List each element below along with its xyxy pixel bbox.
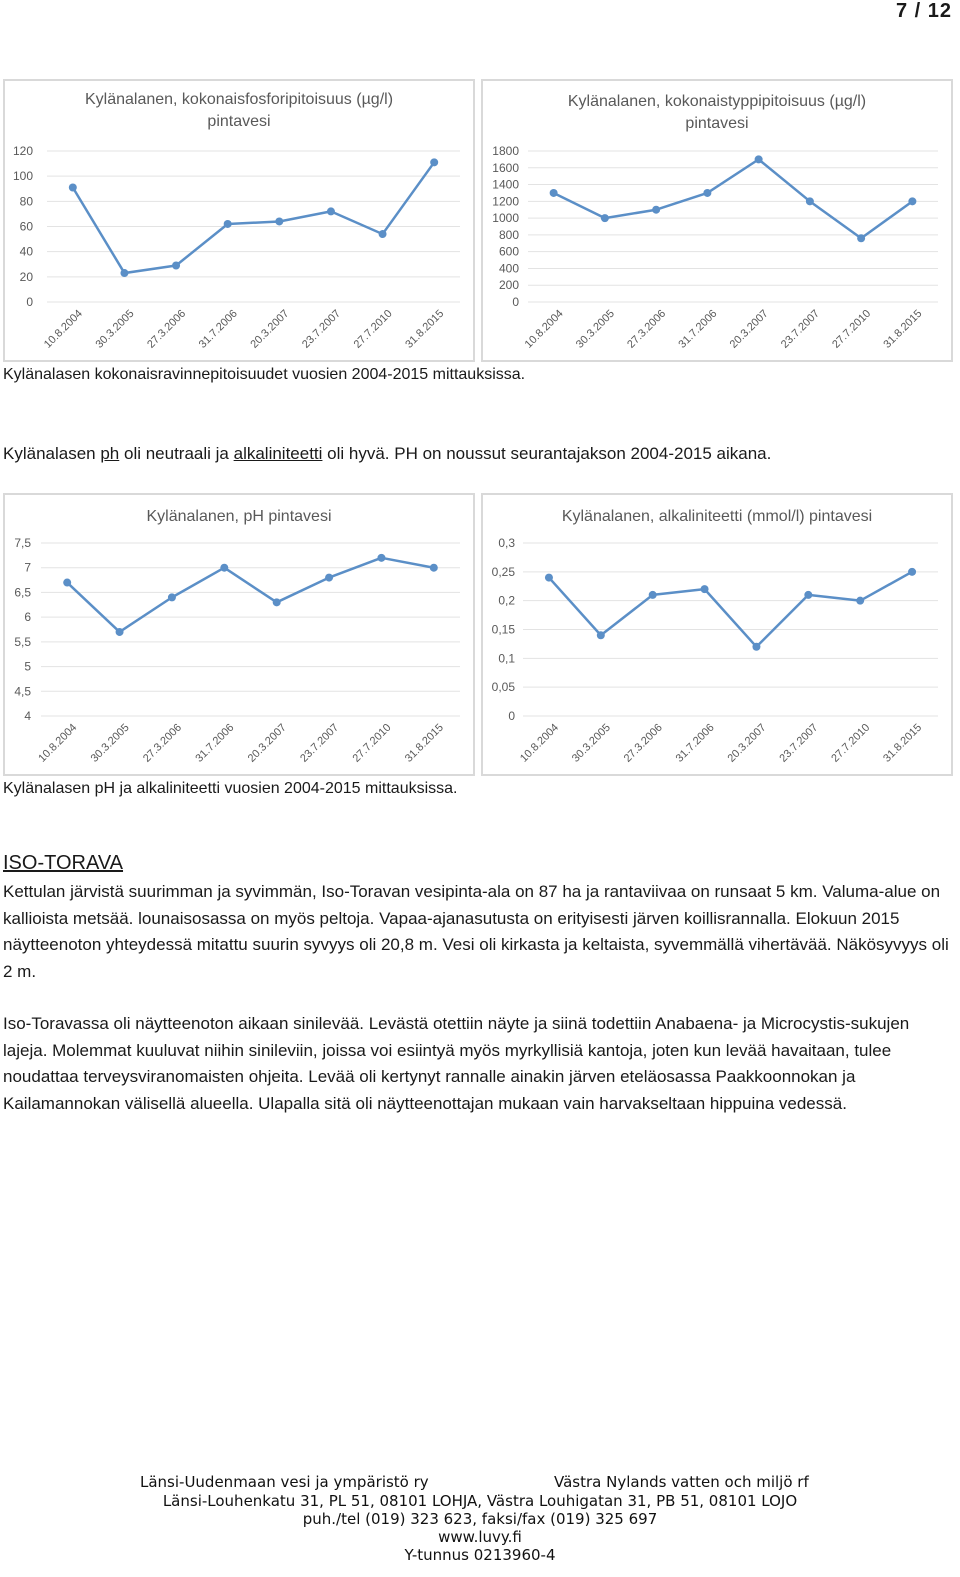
data-point [550, 189, 558, 197]
nitrogen-chart-title-line1: Kylänalanen, kokonaistyppipitoisuus (µg/l) [567, 93, 867, 110]
section-paragraph-2: Iso-Toravassa oli näytteenoton aikaan sinilevää. Levästä otettiin näyte ja siinä todettiin Anabaena- ja Microcystis-sukujen lajeja. Molemmat kuuluvat niihin sinileviin, joissa voi esiintyä myös myrkyllisiä kantoja, joten kun levää havaitaan, tulee noudattaa terveysviranomaisten ohjeita. Levää oli kertynyt rannalle ainakin järven eteläosassa Paakkoonnokan ja Kailamannokan välisellä alueella. Ulapalla sitä oli näytteenottajan mukaan vain harvakseltaan hippuina vedessä. [3, 1014, 910, 1113]
ph-chart-plot [5, 495, 473, 774]
x-tick-label: 10.8.2004 [41, 307, 85, 351]
data-point [703, 189, 711, 197]
data-point [168, 593, 176, 601]
data-point [701, 585, 709, 593]
data-point [172, 262, 180, 270]
intro-text-2: oli neutraali ja [119, 444, 234, 463]
y-tick-label: 200 [498, 278, 519, 293]
x-tick-label: 30.3.2005 [569, 721, 613, 765]
x-tick-label: 30.3.2005 [88, 721, 132, 765]
ph-chart-title-line1: Kylänalanen, pH pintavesi [146, 508, 332, 525]
data-point [601, 214, 609, 222]
x-tick-label: 10.8.2004 [36, 721, 80, 765]
x-tick-label: 31.7.2006 [673, 721, 717, 765]
y-tick-label: 0,1 [498, 651, 515, 666]
x-tick-label: 31.7.2006 [196, 307, 240, 351]
y-tick-label: 60 [19, 219, 33, 234]
y-tick-label: 4 [24, 709, 31, 723]
x-tick-label: 10.8.2004 [522, 307, 566, 351]
data-point [908, 197, 916, 205]
alkalinity-chart-title-line1: Kylänalanen, alkaliniteetti (mmol/l) pintavesi [561, 508, 873, 525]
data-point [545, 574, 553, 582]
data-point [649, 591, 657, 599]
y-tick-label: 0,15 [491, 622, 515, 637]
data-point [377, 554, 385, 562]
data-point [806, 197, 814, 205]
data-point [856, 597, 864, 605]
ph-caption: Kylänalasen pH ja alkaliniteetti vuosien 2004-2015 mittauksissa. [3, 780, 458, 797]
x-tick-label: 27.7.2010 [829, 721, 873, 765]
x-tick-label: 23.7.2007 [778, 307, 822, 351]
data-point [120, 269, 128, 277]
data-point [857, 234, 865, 242]
y-tick-label: 20 [19, 269, 33, 284]
nitrogen-chart-plot [483, 81, 951, 360]
x-tick-label: 23.7.2007 [298, 721, 342, 765]
x-tick-label: 23.7.2007 [777, 721, 821, 765]
phosphorus-chart [3, 79, 475, 362]
x-tick-label: 10.8.2004 [517, 721, 562, 765]
y-tick-label: 0,3 [498, 536, 515, 550]
series-line [67, 558, 434, 632]
data-point [224, 220, 232, 228]
y-tick-label: 1800 [492, 144, 519, 158]
intro-paragraph [3, 441, 953, 468]
x-tick-label: 31.8.2015 [402, 721, 446, 765]
phosphorus-chart-title-line2: pintavesi [207, 113, 271, 130]
footer-ytunnus: Y-tunnus 0213960-4 [404, 1546, 556, 1564]
y-tick-label: 400 [498, 261, 519, 276]
y-tick-label: 0 [512, 295, 519, 309]
intro-text-3: oli hyvä. PH on noussut seurantajakson 2004-2015 aikana. [322, 444, 772, 463]
x-tick-label: 31.8.2015 [881, 721, 925, 765]
intro-text-1: Kylänalasen [3, 444, 101, 463]
x-tick-label: 31.7.2006 [676, 307, 720, 351]
footer-address: Länsi-Louhenkatu 31, PL 51, 08101 LOHJA, Västra Louhigatan 31, PB 51, 08101 LOJO [162, 1492, 798, 1510]
y-tick-label: 1200 [492, 194, 519, 209]
page-number: 7 / 12 [895, 0, 952, 22]
y-tick-label: 800 [498, 227, 519, 242]
y-tick-label: 120 [12, 144, 33, 158]
x-tick-label: 27.3.2006 [145, 307, 189, 351]
series-line [554, 159, 913, 238]
footer [0, 1473, 960, 1573]
y-tick-label: 1600 [492, 160, 519, 175]
x-tick-label: 27.3.2006 [621, 721, 665, 765]
phosphorus-chart-plot [5, 81, 473, 360]
x-tick-label: 27.7.2010 [830, 307, 874, 351]
nitrogen-chart [481, 79, 953, 362]
x-tick-label: 20.3.2007 [725, 721, 769, 765]
footer-org-fi: Länsi-Uudenmaan vesi ja ympäristö ry [140, 1473, 429, 1491]
y-tick-label: 4,5 [14, 684, 31, 699]
data-point [597, 631, 605, 639]
phosphorus-chart-title-line1: Kylänalanen, kokonaisfosforipitoisuus (µg/l) [84, 91, 394, 108]
x-tick-label: 30.3.2005 [93, 307, 137, 351]
y-tick-label: 80 [19, 194, 33, 209]
y-tick-label: 7 [24, 560, 31, 575]
data-point [908, 568, 916, 576]
alkalinity-chart-plot [483, 495, 951, 774]
section-heading: ISO-TORAVA [3, 852, 124, 874]
y-tick-label: 7,5 [14, 536, 31, 550]
ph-chart [3, 493, 475, 776]
footer-phone: puh./tel (019) 323 623, faksi/fax (019) 325 697 [302, 1510, 658, 1528]
y-tick-label: 1400 [492, 177, 519, 192]
y-tick-label: 0,2 [498, 593, 515, 608]
x-tick-label: 27.7.2010 [350, 721, 394, 765]
y-tick-label: 100 [12, 169, 33, 184]
data-point [804, 591, 812, 599]
x-tick-label: 31.8.2015 [403, 307, 447, 351]
y-tick-label: 5,5 [14, 634, 31, 649]
x-tick-label: 31.7.2006 [193, 721, 237, 765]
y-tick-label: 1000 [492, 211, 519, 226]
y-tick-label: 0,25 [491, 564, 515, 579]
y-tick-label: 0,05 [491, 680, 515, 695]
y-tick-label: 40 [19, 244, 33, 259]
x-tick-label: 27.3.2006 [625, 307, 669, 351]
data-point [275, 217, 283, 225]
footer-web[interactable]: www.luvy.fi [438, 1528, 522, 1546]
x-tick-label: 27.7.2010 [351, 307, 395, 351]
section-paragraph-1: Kettulan järvistä suurimman ja syvimmän, Iso-Toravan vesipinta-ala on 87 ha ja rantaviivaa on runsaat 5 km. Valuma-alue on kallioista metsää. lounaisosassa on myös peltoja. Vapaa-ajanasutusta on erityisesti järven koillisrannalla. Elokuun 2015 näytteenoton yhteydessä mitattu suurin syvyys oli 20,8 m. Vesi oli kirkasta ja keltaista, syvemmällä vihertävää. Näkösyvyys oli 2 m. [3, 882, 949, 981]
data-point [116, 628, 124, 636]
data-point [430, 158, 438, 166]
data-point [379, 230, 387, 238]
data-point [752, 643, 760, 651]
nutrient-caption: Kylänalasen kokonaisravinnepitoisuudet vuosien 2004-2015 mittauksissa. [3, 366, 526, 383]
x-tick-label: 20.3.2007 [727, 307, 771, 351]
x-tick-label: 27.3.2006 [140, 721, 185, 765]
ph-link[interactable]: ph [100, 444, 120, 463]
y-tick-label: 0 [508, 709, 515, 723]
data-point [327, 207, 335, 215]
data-point [273, 598, 281, 606]
x-tick-label: 31.8.2015 [881, 307, 925, 351]
x-tick-label: 30.3.2005 [573, 307, 617, 351]
data-point [220, 564, 228, 572]
data-point [652, 206, 660, 214]
alkalinity-chart [481, 493, 953, 776]
x-tick-label: 23.7.2007 [299, 307, 344, 351]
alkalinity-link[interactable]: alkaliniteetti [233, 444, 323, 463]
data-point [755, 155, 763, 163]
data-point [325, 574, 333, 582]
data-point [63, 579, 71, 587]
x-tick-label: 20.3.2007 [248, 307, 292, 351]
data-point [430, 564, 438, 572]
y-tick-label: 0 [26, 295, 33, 309]
series-line [73, 162, 434, 273]
y-tick-label: 6,5 [14, 585, 31, 600]
y-tick-label: 6 [24, 610, 31, 625]
nitrogen-chart-title-line2: pintavesi [685, 115, 749, 132]
data-point [69, 183, 77, 191]
x-tick-label: 20.3.2007 [245, 721, 289, 765]
y-tick-label: 5 [24, 659, 31, 674]
footer-org-sv: Västra Nylands vatten och miljö rf [554, 1473, 809, 1491]
y-tick-label: 600 [498, 244, 519, 259]
